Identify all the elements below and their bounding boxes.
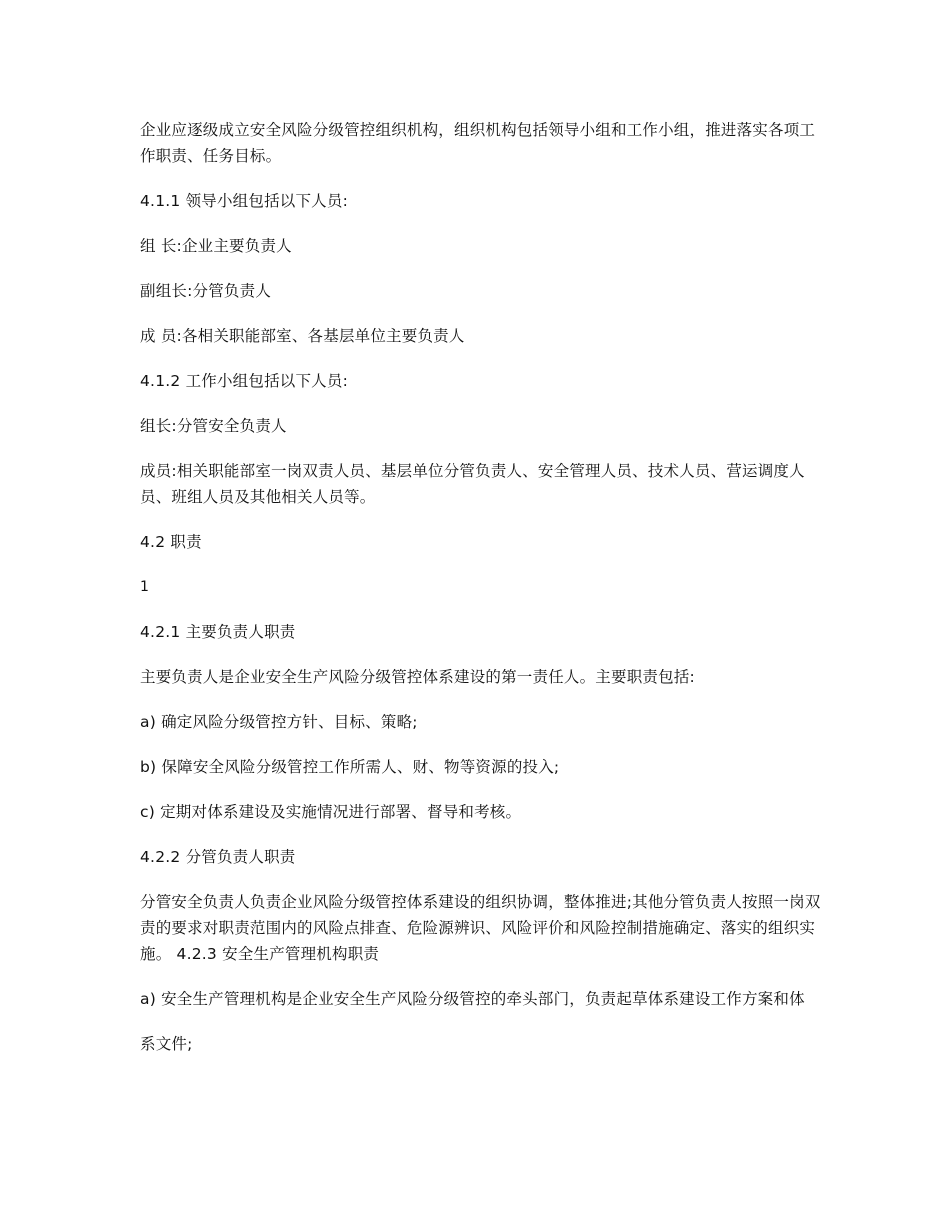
page-number: 1: [140, 579, 150, 595]
duty-item-c: c) 定期对体系建设及实施情况进行部署、督导和考核。: [140, 803, 522, 821]
work-group-leader-line: 组长:分管安全负责人: [140, 417, 287, 435]
document-page: [140, 117, 830, 1076]
duty-item-b: b) 保障安全风险分级管控工作所需人、财、物等资源的投入;: [140, 758, 560, 776]
leader-line: 组 长:企业主要负责人: [140, 237, 292, 255]
members-line: 成 员:各相关职能部室、各基层单位主要负责人: [140, 327, 465, 345]
duty-item-a: a) 确定风险分级管控方针、目标、策略;: [140, 713, 418, 731]
section-4-1-2-heading: 4.1.2 工作小组包括以下人员:: [140, 372, 348, 390]
safety-dept-item-a: a) 安全生产管理机构是企业安全生产风险分级管控的牵头部门，负责起草体系建设工作方案和体: [140, 990, 805, 1008]
section-4-2-heading: 4.2 职责: [140, 533, 202, 551]
section-4-2-1-heading: 4.2.1 主要负责人职责: [140, 623, 296, 641]
section-4-2-2-heading: 4.2.2 分管负责人职责: [140, 848, 296, 866]
main-responsible-paragraph: 主要负责人是企业安全生产风险分级管控体系建设的第一责任人。主要职责包括:: [140, 668, 695, 686]
deputy-responsible-paragraph: 分管安全负责人负责企业风险分级管控体系建设的组织协调，整体推进;其他分管负责人按照一岗双责的要求对职责范围内的风险点排查、危险源辨识、风险评价和风险控制措施确定、落实的组织实施。 4.2.3 安全生产管理机构职责: [140, 893, 821, 963]
work-group-members-paragraph: 成员:相关职能部室一岗双责人员、基层单位分管负责人、安全管理人员、技术人员、营运调度人员、班组人员及其他相关人员等。: [140, 462, 805, 506]
intro-paragraph: 企业应逐级成立安全风险分级管控组织机构，组织机构包括领导小组和工作小组，推进落实各项工作职责、任务目标。: [140, 121, 816, 165]
deputy-leader-line: 副组长:分管负责人: [140, 282, 272, 300]
section-4-1-1-heading: 4.1.1 领导小组包括以下人员:: [140, 192, 348, 210]
safety-dept-item-a-continued: 系文件;: [140, 1035, 193, 1053]
